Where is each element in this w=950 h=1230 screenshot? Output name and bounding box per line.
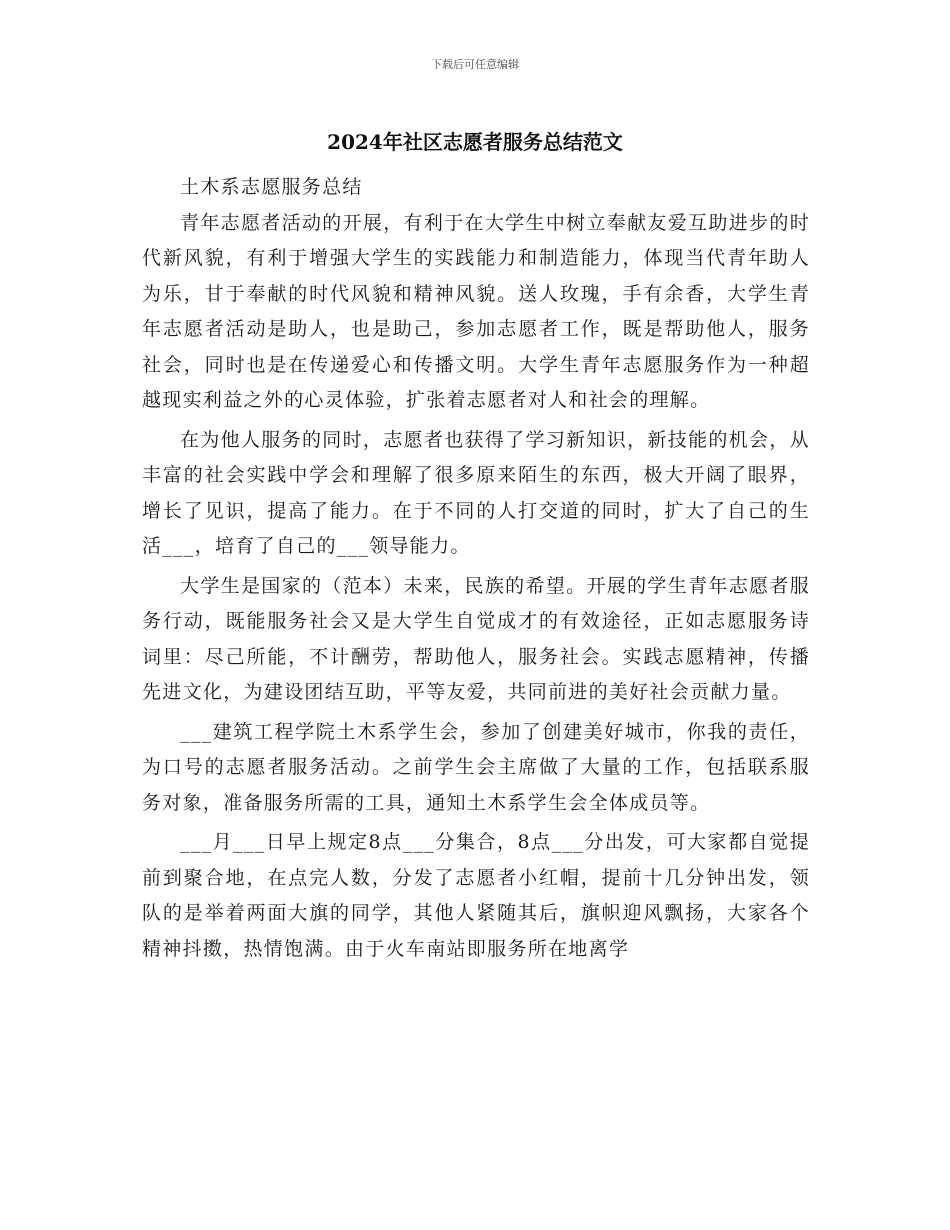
paragraph: ___建筑工程学院土木系学生会，参加了创建美好城市，你我的责任，为口号的志愿者服务活动。之前学生会主席做了大量的工作，包括联系服务对象，准备服务所需的工具，通知土木系学生会全体成员等。	[142, 720, 810, 814]
paragraph: 大学生是国家的（范本）未来，民族的希望。开展的学生青年志愿者服务行动，既能服务社会又是大学生自觉成才的有效途径，正如志愿服务诗词里：尽己所能，不计酬劳，帮助他人，服务社会。实践志愿精神，传播先进文化，为建设团结互助，平等友爱，共同前进的美好社会贡献力量。	[142, 574, 810, 703]
paragraph: 在为他人服务的同时，志愿者也获得了学习新知识，新技能的机会，从丰富的社会实践中学会和理解了很多原来陌生的东西，极大开阔了眼界，增长了见识，提高了能力。在于不同的人打交道的同时，扩大了自己的生活___，培育了自己的___领导能力。	[142, 428, 810, 557]
section-heading: 土木系志愿服务总结	[180, 176, 363, 198]
paragraph: ___月___日早上规定8点___分集合，8点___分出发，可大家都自觉提前到聚合地，在点完人数，分发了志愿者小红帽，提前十几分钟出发，领队的是举着两面大旗的同学，其他人紧随其后，旗帜迎风飘扬，大家各个精神抖擞，热情饱满。由于火车南站即服务所在地离学	[142, 831, 810, 960]
document-body	[142, 170, 810, 971]
document-title: 2024年社区志愿者服务总结范文	[327, 130, 623, 154]
page-header-note: 下载后可任意编辑	[431, 58, 519, 71]
paragraph: 青年志愿者活动的开展，有利于在大学生中树立奉献友爱互助进步的时代新风貌，有利于增强大学生的实践能力和制造能力，体现当代青年助人为乐，甘于奉献的时代风貌和精神风貌。送人玫瑰，手有余香，大学生青年志愿者活动是助人，也是助己，参加志愿者工作，既是帮助他人，服务社会，同时也是在传递爱心和传播文明。大学生青年志愿服务作为一种超越现实利益之外的心灵体验，扩张着志愿者对人和社会的理解。	[142, 211, 810, 411]
